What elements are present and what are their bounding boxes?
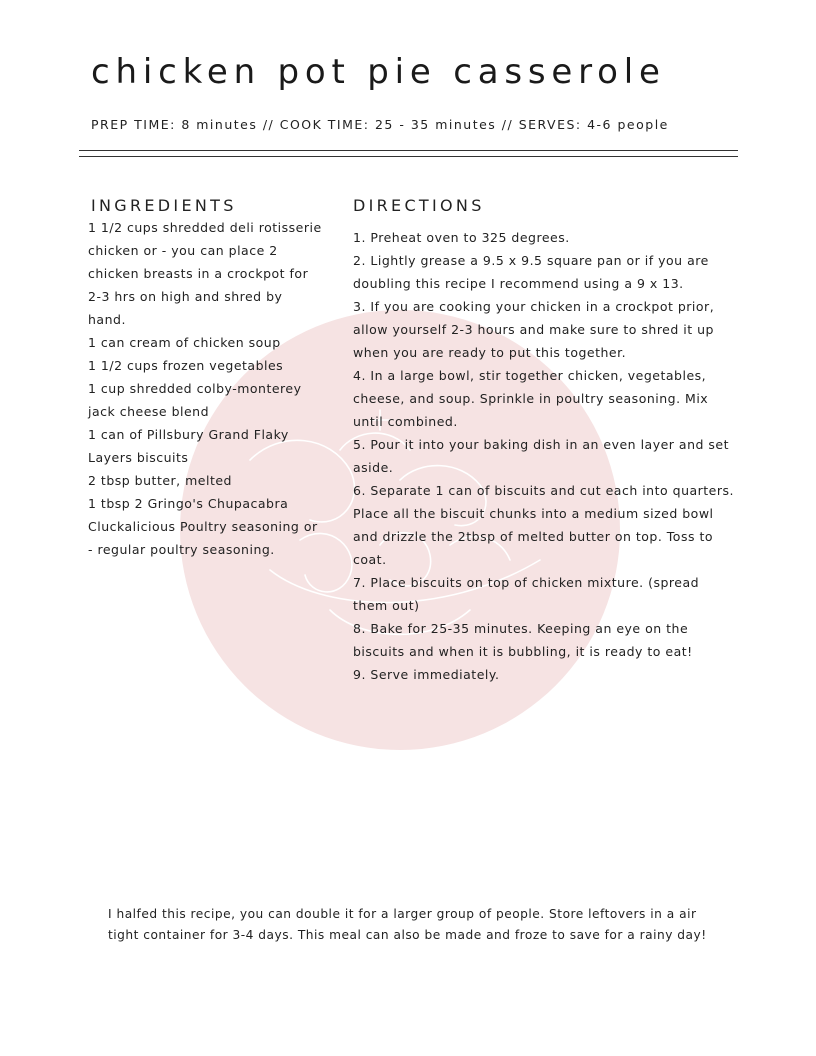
direction-step: 3. If you are cooking your chicken in a crockpot prior, allow yourself 2-3 hours and make sure to shred it up when you are ready to put this together. (353, 299, 715, 360)
ingredients-list (88, 216, 323, 561)
ingredient-item: 1 cup shredded colby-monterey jack cheese blend (88, 381, 302, 419)
directions-heading: DIRECTIONS (353, 196, 485, 215)
ingredient-item: 1 can of Pillsbury Grand Flaky Layers biscuits (88, 427, 289, 465)
direction-step: 5. Pour it into your baking dish in an even layer and set aside. (353, 437, 729, 475)
ingredients-heading: INGREDIENTS (91, 196, 237, 215)
direction-step: 7. Place biscuits on top of chicken mixture. (spread them out) (353, 575, 700, 613)
header-divider-top (79, 150, 738, 151)
direction-step: 8. Bake for 25-35 minutes. Keeping an eye on the biscuits and when it is bubbling, it is ready to eat! (353, 621, 693, 659)
header-divider-bottom (79, 156, 738, 157)
directions-list (353, 226, 738, 686)
direction-step: 2. Lightly grease a 9.5 x 9.5 square pan or if you are doubling this recipe I recommend using a 9 x 13. (353, 253, 709, 291)
ingredient-item: 2 tbsp butter, melted (88, 473, 232, 488)
ingredient-item: 1 can cream of chicken soup (88, 335, 281, 350)
ingredient-item: 1 tbsp 2 Gringo's Chupacabra Cluckalicious Poultry seasoning or - regular poultry seasoning. (88, 496, 318, 557)
recipe-title: chicken pot pie casserole (91, 52, 666, 92)
ingredient-item: 1 1/2 cups shredded deli rotisserie chicken or - you can place 2 chicken breasts in a crockpot for 2-3 hrs on high and shred by hand. (88, 220, 322, 327)
direction-step: 1. Preheat oven to 325 degrees. (353, 230, 570, 245)
ingredient-item: 1 1/2 cups frozen vegetables (88, 358, 284, 373)
recipe-note: I halfed this recipe, you can double it for a larger group of people. Store leftovers in a air tight container for 3-4 days. This meal can also be made and froze to save for a rainy day! (108, 907, 707, 942)
direction-step: 6. Separate 1 can of biscuits and cut each into quarters. Place all the biscuit chunks into a medium sized bowl and drizzle the 2tbsp of melted butter on top. Toss to coat. (353, 483, 735, 567)
recipe-meta: PREP TIME: 8 minutes // COOK TIME: 25 - 35 minutes // SERVES: 4-6 people (91, 117, 669, 132)
direction-step: 9. Serve immediately. (353, 667, 500, 682)
direction-step: 4. In a large bowl, stir together chicken, vegetables, cheese, and soup. Sprinkle in poultry seasoning. Mix until combined. (353, 368, 709, 429)
